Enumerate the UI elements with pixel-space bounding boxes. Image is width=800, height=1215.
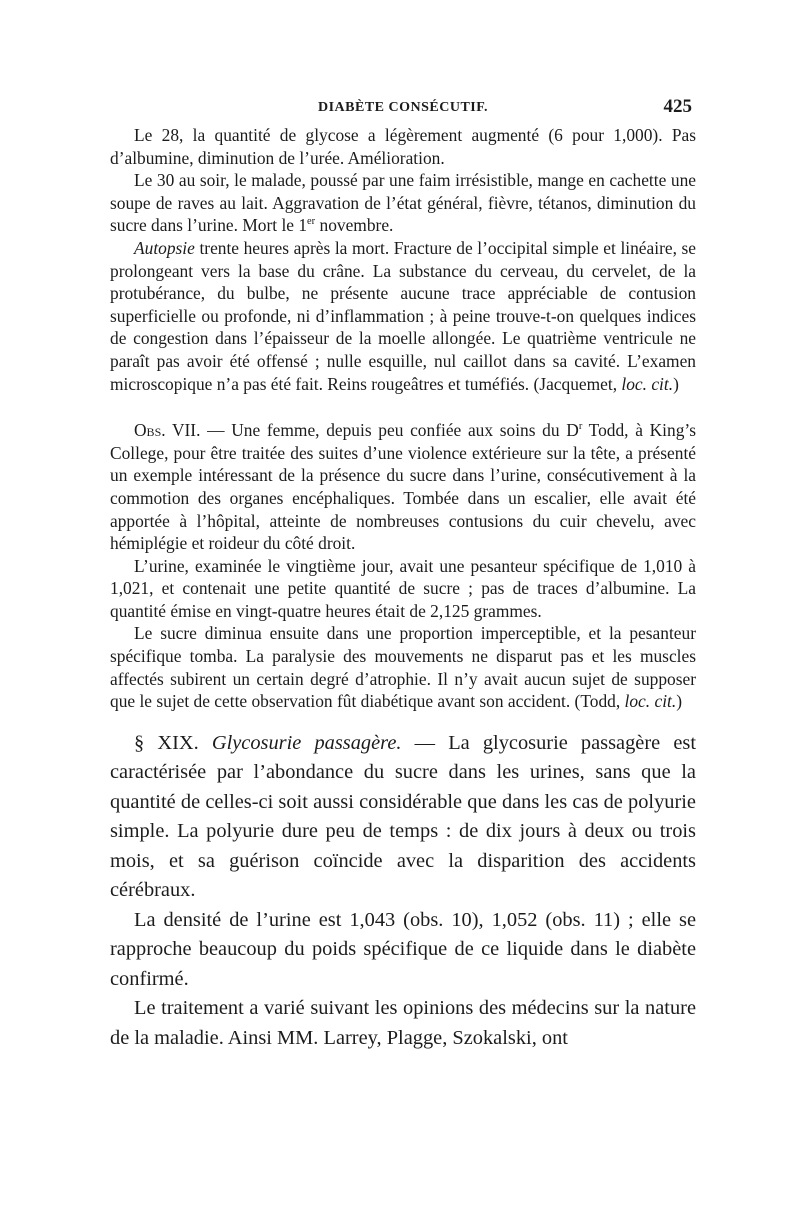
section-xix — [110, 729, 696, 1054]
running-head — [110, 94, 696, 118]
section-title: Glycosurie passagère. — [211, 731, 402, 754]
paragraph: Obs. VII. — Une femme, depuis peu confiée aux soins du $D^r$ Todd, à King’s College, pour être traitée des suites d’une violence extérieure sur la tête, a présenté un exemple intéressant de la présence du sucre dans l’urine, consécutivement à la commotion des organes encéphaliques. Tombée dans un escalier, elle avait été apportée à l’hôpital, atteinte de nombreuses contusions du cuir chevelu, avec hémiplégie et roideur du côté droit. — [110, 420, 696, 554]
paragraph: Le 30 au soir, le malade, poussé par une faim irrésistible, mange en cachette une soupe de raves au lait. Aggravation de l’état général, fièvre, tétanos, diminution du sucre dans l’urine. Mort le 1er novembre. — [110, 170, 696, 236]
paragraph: Le traitement a varié suivant les opinions des médecins sur la nature de la maladie. Ainsi MM. Larrey, Plagge, Szokalski, ont — [110, 997, 696, 1049]
paragraph: § XIX. Glycosurie passagère. — La glycosurie passagère est caractérisée par l’abondance du sucre dans les urines, sans que la quantité de celles-ci soit aussi considérable que dans les cas de polyurie simple. La polyurie dure peu de temps : de dix jours à deux ou trois mois, et sa guérison coïncide avec la disparition des accidents cérébraux. — [110, 731, 696, 902]
section-number: § XIX. — [134, 731, 199, 754]
case-continuation — [110, 124, 696, 395]
paragraph: L’urine, examinée le vingtième jour, avait une pesanteur spécifique de 1,010 à 1,021, et contenait une petite quantité de sucre ; pas de traces d’albumine. La quantité émise en vingt-quatre heures était de 2,125 grammes. — [110, 555, 696, 621]
running-title: DIABÈTE CONSÉCUTIF. — [317, 100, 489, 115]
book-page — [110, 94, 696, 1053]
paragraph: Le sucre diminua ensuite dans une proportion imperceptible, et la pesanteur spécifique tomba. La paralysie des mouvements ne disparut pas et les muscles affectés subirent un certain degré d’atrophie. Il n’y avait aucun sujet de supposer que le sujet de cette observation fût diabétique avant son accident. (Todd, loc. cit.) — [110, 623, 696, 712]
observation-vii — [110, 419, 696, 713]
paragraph: Le 28, la quantité de glycose a légèrement augmenté (6 pour 1,000). Pas d’albumine, diminution de l’urée. Amélioration. — [110, 125, 696, 168]
paragraph: La densité de l’urine est 1,043 (obs. 10), 1,052 (obs. 11) ; elle se rapproche beaucoup du poids spécifique de ce liquide dans le diabète confirmé. — [110, 908, 696, 990]
observation-label: Obs. VII. — [134, 420, 201, 441]
page-number: 425 — [663, 96, 692, 117]
paragraph: Autopsie trente heures après la mort. Fracture de l’occipital simple et linéaire, se prolongeant vers la base du crâne. La substance du cerveau, du cervelet, de la protubérance, du bulbe, ne présente aucune trace appréciable de contusion superficielle ou profonde, ni d’inflammation ; à peine trouve-t-on quelques indices de congestion dans l’épaisseur de la moelle allongée. Le quatrième ventricule ne paraît pas avoir été offensé ; nulle esquille, nul caillot dans sa cavité. L’examen microscopique n’a pas été fait. Reins rougeâtres et tuméfiés. (Jacquemet, loc. cit.) — [110, 237, 696, 394]
autopsy-label: Autopsie — [134, 237, 195, 258]
